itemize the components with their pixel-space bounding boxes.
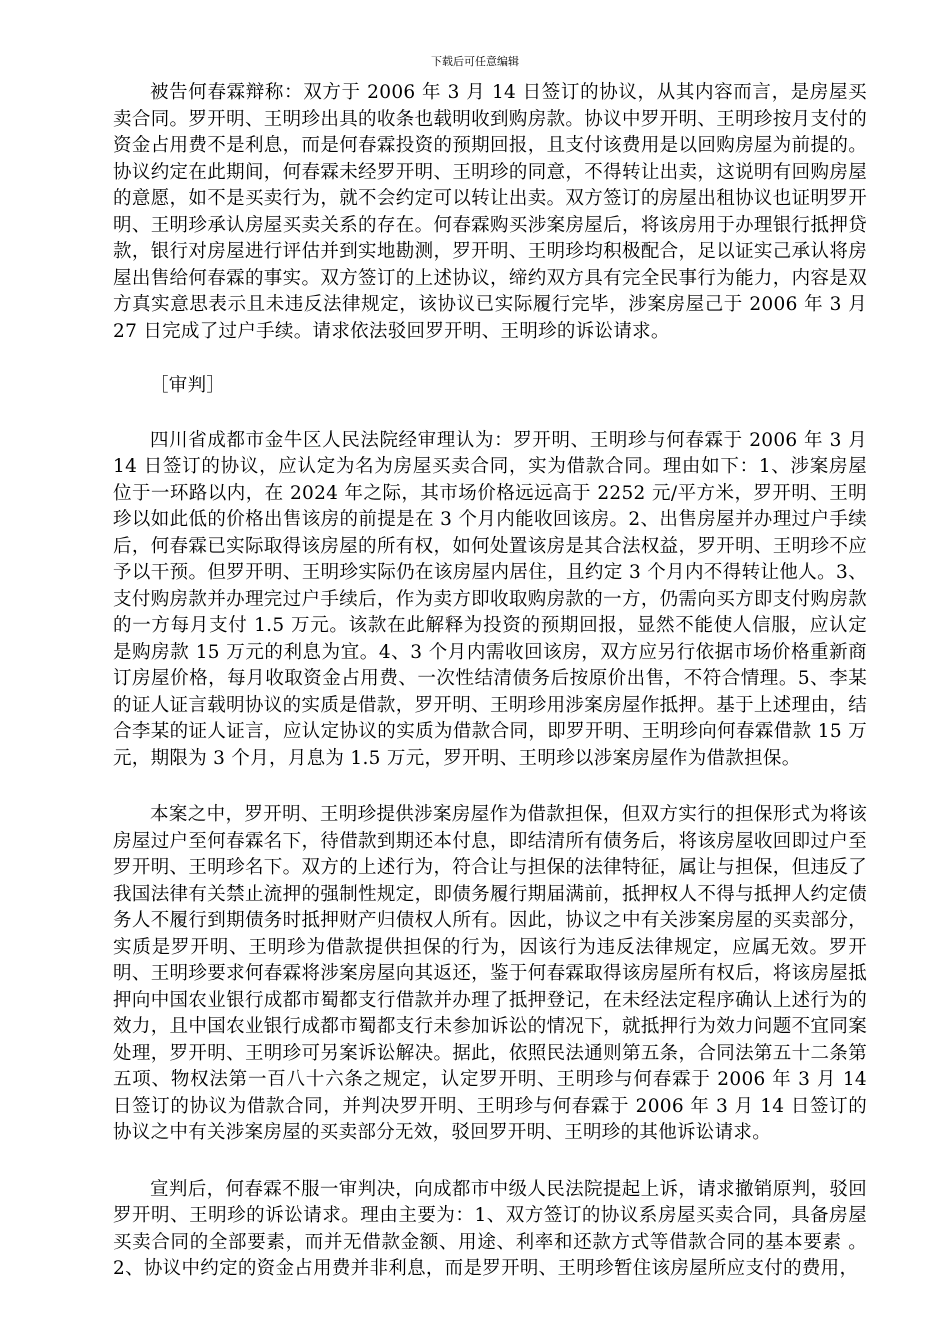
- court-reasoning-paragraph: 四川省成都市金牛区人民法院经审理认为：罗开明、王明珍与何春霖于 2006 年 3 月 14 日签订的协议，应认定为名为房屋买卖合同，实为借款合同。理由如下：1、涉案房屋位于一环路以内，在 2024 年之际，其市场价格远远高于 2252 元/平方米，罗开明、王明珍以如此低的价格出售该房的前提是在 3 个月内能收回该房。2、出售房屋并办理过户手续后，何春霖已实际取得该房屋的所有权，如何处置该房是其合法权益，罗开明、王明珍不应予以干预。但罗开明、王明珍实际仍在该房屋内居住，且约定 3 个月内不得转让他人。3、支付购房款并办理完过户手续后，作为卖方即收取购房款的一方，仍需向买方即支付购房款的一方每月支付 1.5 万元。该款在此解释为投资的预期回报，显然不能使人信服，应认定是购房款 15 万元的利息为宜。4、3 个月内需收回该房，双方应另行依据市场价格重新商订房屋价格，每月收取资金占用费、一次性结清债务后按原价出售，不符合情理。5、李某的证人证言载明协议的实质是借款，罗开明、王明珍用涉案房屋作抵押。基于上述理由，结合李某的证人证言，应认定协议的实质为借款合同，即罗开明、王明珍向何春霖借款 15 万元，期限为 3 个月，月息为 1.5 万元，罗开明、王明珍以涉案房屋作为借款担保。: [113, 429, 867, 769]
- guarantee-analysis-paragraph: 本案之中，罗开明、王明珍提供涉案房屋作为借款担保，但双方实行的担保形式为将该房屋过户至何春霖名下，待借款到期还本付息，即结清所有债务后，将该房屋收回即过户至罗开明、王明珍名下。双方的上述行为，符合让与担保的法律特征，属让与担保，但违反了我国法律有关禁止流押的强制性规定，即债务履行期届满前，抵押权人不得与抵押人约定债务人不履行到期债务时抵押财产归债权人所有。因此，协议之中有关涉案房屋的买卖部分，实质是罗开明、王明珍为借款提供担保的行为，因该行为违反法律规定，应属无效。罗开明、王明珍要求何春霖将涉案房屋向其返还，鉴于何春霖取得该房屋所有权后，将该房屋抵押向中国农业银行成都市蜀都支行借款并办理了抵押登记，在未经法定程序确认上述行为的效力，且中国农业银行成都市蜀都支行未参加诉讼的情况下，就抵押行为效力问题不宜同案处理，罗开明、王明珍可另案诉讼解决。据此，依照民法通则第五条，合同法第五十二条第五项、物权法第一百八十六条之规定，认定罗开明、王明珍与何春霖于 2006 年 3 月 14 日签订的协议为借款合同，并判决罗开明、王明珍与何春霖于 2006 年 3 月 14 日签订的协议之中有关涉案房屋的买卖部分无效，驳回罗开明、王明珍的其他诉讼请求。: [113, 804, 867, 1143]
- download-note: 下载后可任意编辑: [431, 55, 519, 68]
- section-heading-trial: ［审判］: [150, 375, 226, 396]
- appeal-paragraph: 宣判后，何春霖不服一审判决，向成都市中级人民法院提起上诉，请求撤销原判，驳回罗开明、王明珍的诉讼请求。理由主要为：1、双方签订的协议系房屋买卖合同，具备房屋买卖合同的全部要素，而并无借款金额、用途、利率和还款方式等借款合同的基本要素 。2、协议中约定的资金占用费并非利息，而是罗开明、王明珍暂住该房屋所应支付的费用，: [113, 1178, 867, 1279]
- document-body: [113, 80, 867, 1283]
- defense-paragraph: 被告何春霖辩称：双方于 2006 年 3 月 14 日签订的协议，从其内容而言，是房屋买卖合同。罗开明、王明珍出具的收条也载明收到购房款。协议中罗开明、王明珍按月支付的资金占用费不是利息，而是何春霖投资的预期回报，且支付该费用是以回购房屋为前提的。协议约定在此期间，何春霖未经罗开明、王明珍的同意，不得转让出卖，这说明有回购房屋的意愿，如不是买卖行为，就不会约定可以转让出卖。双方签订的房屋出租协议也证明罗开明、王明珍承认房屋买卖关系的存在。何春霖购买涉案房屋后，将该房用于办理银行抵押贷款，银行对房屋进行评估并到实地勘测，罗开明、王明珍均积极配合，足以证实己承认将房屋出售给何春霖的事实。双方签订的上述协议，缔约双方具有完全民事行为能力，内容是双方真实意思表示且未违反法律规定，该协议已实际履行完毕，涉案房屋己于 2006 年 3 月 27 日完成了过户手续。请求依法驳回罗开明、王明珍的诉讼请求。: [113, 82, 867, 342]
